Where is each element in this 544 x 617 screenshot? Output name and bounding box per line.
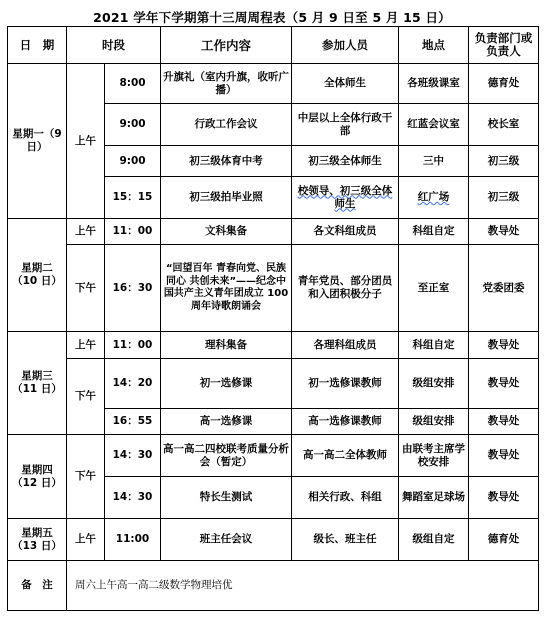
place-cell: 级组自定 (399, 519, 469, 561)
day-cell: 星期二（10 日） (8, 219, 67, 332)
people-cell: 中层以上全体行政干部 (292, 104, 399, 146)
time-cell: 11：00 (105, 332, 161, 359)
people-cell: 高一高二全体教师 (292, 435, 399, 477)
people-cell: 级长、班主任 (292, 519, 399, 561)
dept-cell: 教导处 (469, 409, 539, 435)
dept-cell: 校长室 (469, 104, 539, 146)
header-dept: 负责部门或负责人 (469, 27, 539, 64)
table-row (8, 359, 539, 409)
session-cell: 上午 (67, 519, 105, 561)
dept-cell: 德育处 (469, 519, 539, 561)
place-cell: 三中 (399, 146, 469, 177)
time-cell: 14：30 (105, 435, 161, 477)
session-cell: 下午 (67, 359, 105, 435)
place-cell: 科组自定 (399, 219, 469, 245)
session-cell: 上午 (67, 332, 105, 359)
dept-cell: 德育处 (469, 64, 539, 104)
time-cell: 16：55 (105, 409, 161, 435)
content-cell: “回望百年 青春向党、民族同心 共创未来”——纪念中国共产主义青年团成立 100 周年诗歌朗诵会 (161, 245, 292, 332)
time-cell: 14：30 (105, 477, 161, 519)
remark-text: 周六上午高一高二级数学物理培优 (67, 561, 539, 611)
time-cell: 9:00 (105, 146, 161, 177)
dept-cell: 教导处 (469, 332, 539, 359)
people-cell: 高一选修课教师 (292, 409, 399, 435)
people-cell: 各文科组成员 (292, 219, 399, 245)
table-row (8, 64, 539, 104)
place-cell: 级组安排 (399, 409, 469, 435)
time-cell: 14：20 (105, 359, 161, 409)
header-period: 时段 (67, 27, 161, 64)
day-cell: 星期一（9 日） (8, 64, 67, 219)
content-cell: 升旗礼（室内升旗，收听广播） (161, 64, 292, 104)
people-cell: 初一选修课教师 (292, 359, 399, 409)
table-row (8, 435, 539, 477)
table-row (8, 519, 539, 561)
dept-cell: 教导处 (469, 359, 539, 409)
content-cell: 理科集备 (161, 332, 292, 359)
people-cell: 初三级全体师生 (292, 146, 399, 177)
time-cell: 9:00 (105, 104, 161, 146)
content-cell: 高一选修课 (161, 409, 292, 435)
time-cell: 8:00 (105, 64, 161, 104)
dept-cell: 教导处 (469, 435, 539, 477)
time-cell: 16：30 (105, 245, 161, 332)
place-cell: 各班级课室 (399, 64, 469, 104)
page-title: 2021 学年下学期第十三周周程表（5 月 9 日至 5 月 15 日） (93, 10, 451, 25)
place-text: 红广场 (417, 191, 450, 203)
table-row (8, 219, 539, 245)
content-cell: 特长生测试 (161, 477, 292, 519)
header-place: 地点 (399, 27, 469, 64)
time-cell: 11：00 (105, 219, 161, 245)
session-cell: 下午 (67, 245, 105, 332)
time-cell: 15：15 (105, 177, 161, 219)
session-cell: 上午 (67, 219, 105, 245)
day-cell: 星期三（11 日） (8, 332, 67, 435)
content-cell: 初一选修课 (161, 359, 292, 409)
people-cell: 青年党员、部分团员和入团积极分子 (292, 245, 399, 332)
session-cell: 上午 (67, 64, 105, 219)
place-cell: 级组安排 (399, 359, 469, 409)
content-cell: 文科集备 (161, 219, 292, 245)
time-cell: 11:00 (105, 519, 161, 561)
place-cell: 科组自定 (399, 332, 469, 359)
place-cell: 红蓝会议室 (399, 104, 469, 146)
header-people: 参加人员 (292, 27, 399, 64)
people-cell (292, 177, 399, 219)
remark-row (8, 561, 539, 611)
people-text: 校领导、初三级全体师生 (297, 184, 393, 210)
remark-label: 备 注 (8, 561, 67, 611)
header-row (8, 27, 539, 64)
content-cell: 班主任会议 (161, 519, 292, 561)
dept-cell: 教导处 (469, 477, 539, 519)
header-content: 工作内容 (161, 27, 292, 64)
dept-cell: 初三级 (469, 177, 539, 219)
day-cell: 星期四（12 日） (8, 435, 67, 519)
schedule-table (7, 26, 539, 611)
content-cell: 初三级体育中考 (161, 146, 292, 177)
day-cell: 星期五（13 日） (8, 519, 67, 561)
people-cell: 相关行政、科组 (292, 477, 399, 519)
place-cell (399, 177, 469, 219)
dept-cell: 教导处 (469, 219, 539, 245)
session-cell: 下午 (67, 435, 105, 519)
header-date: 日 期 (8, 27, 67, 64)
table-row (8, 245, 539, 332)
content-cell: 行政工作会议 (161, 104, 292, 146)
table-row (8, 332, 539, 359)
people-cell: 各理科组成员 (292, 332, 399, 359)
place-cell: 至正室 (399, 245, 469, 332)
place-cell: 舞蹈室足球场 (399, 477, 469, 519)
dept-cell: 初三级 (469, 146, 539, 177)
content-cell: 初三级拍毕业照 (161, 177, 292, 219)
place-cell: 由联考主席学校安排 (399, 435, 469, 477)
content-cell: 高一高二四校联考质量分析会（暂定） (161, 435, 292, 477)
dept-cell: 党委团委 (469, 245, 539, 332)
people-cell: 全体师生 (292, 64, 399, 104)
